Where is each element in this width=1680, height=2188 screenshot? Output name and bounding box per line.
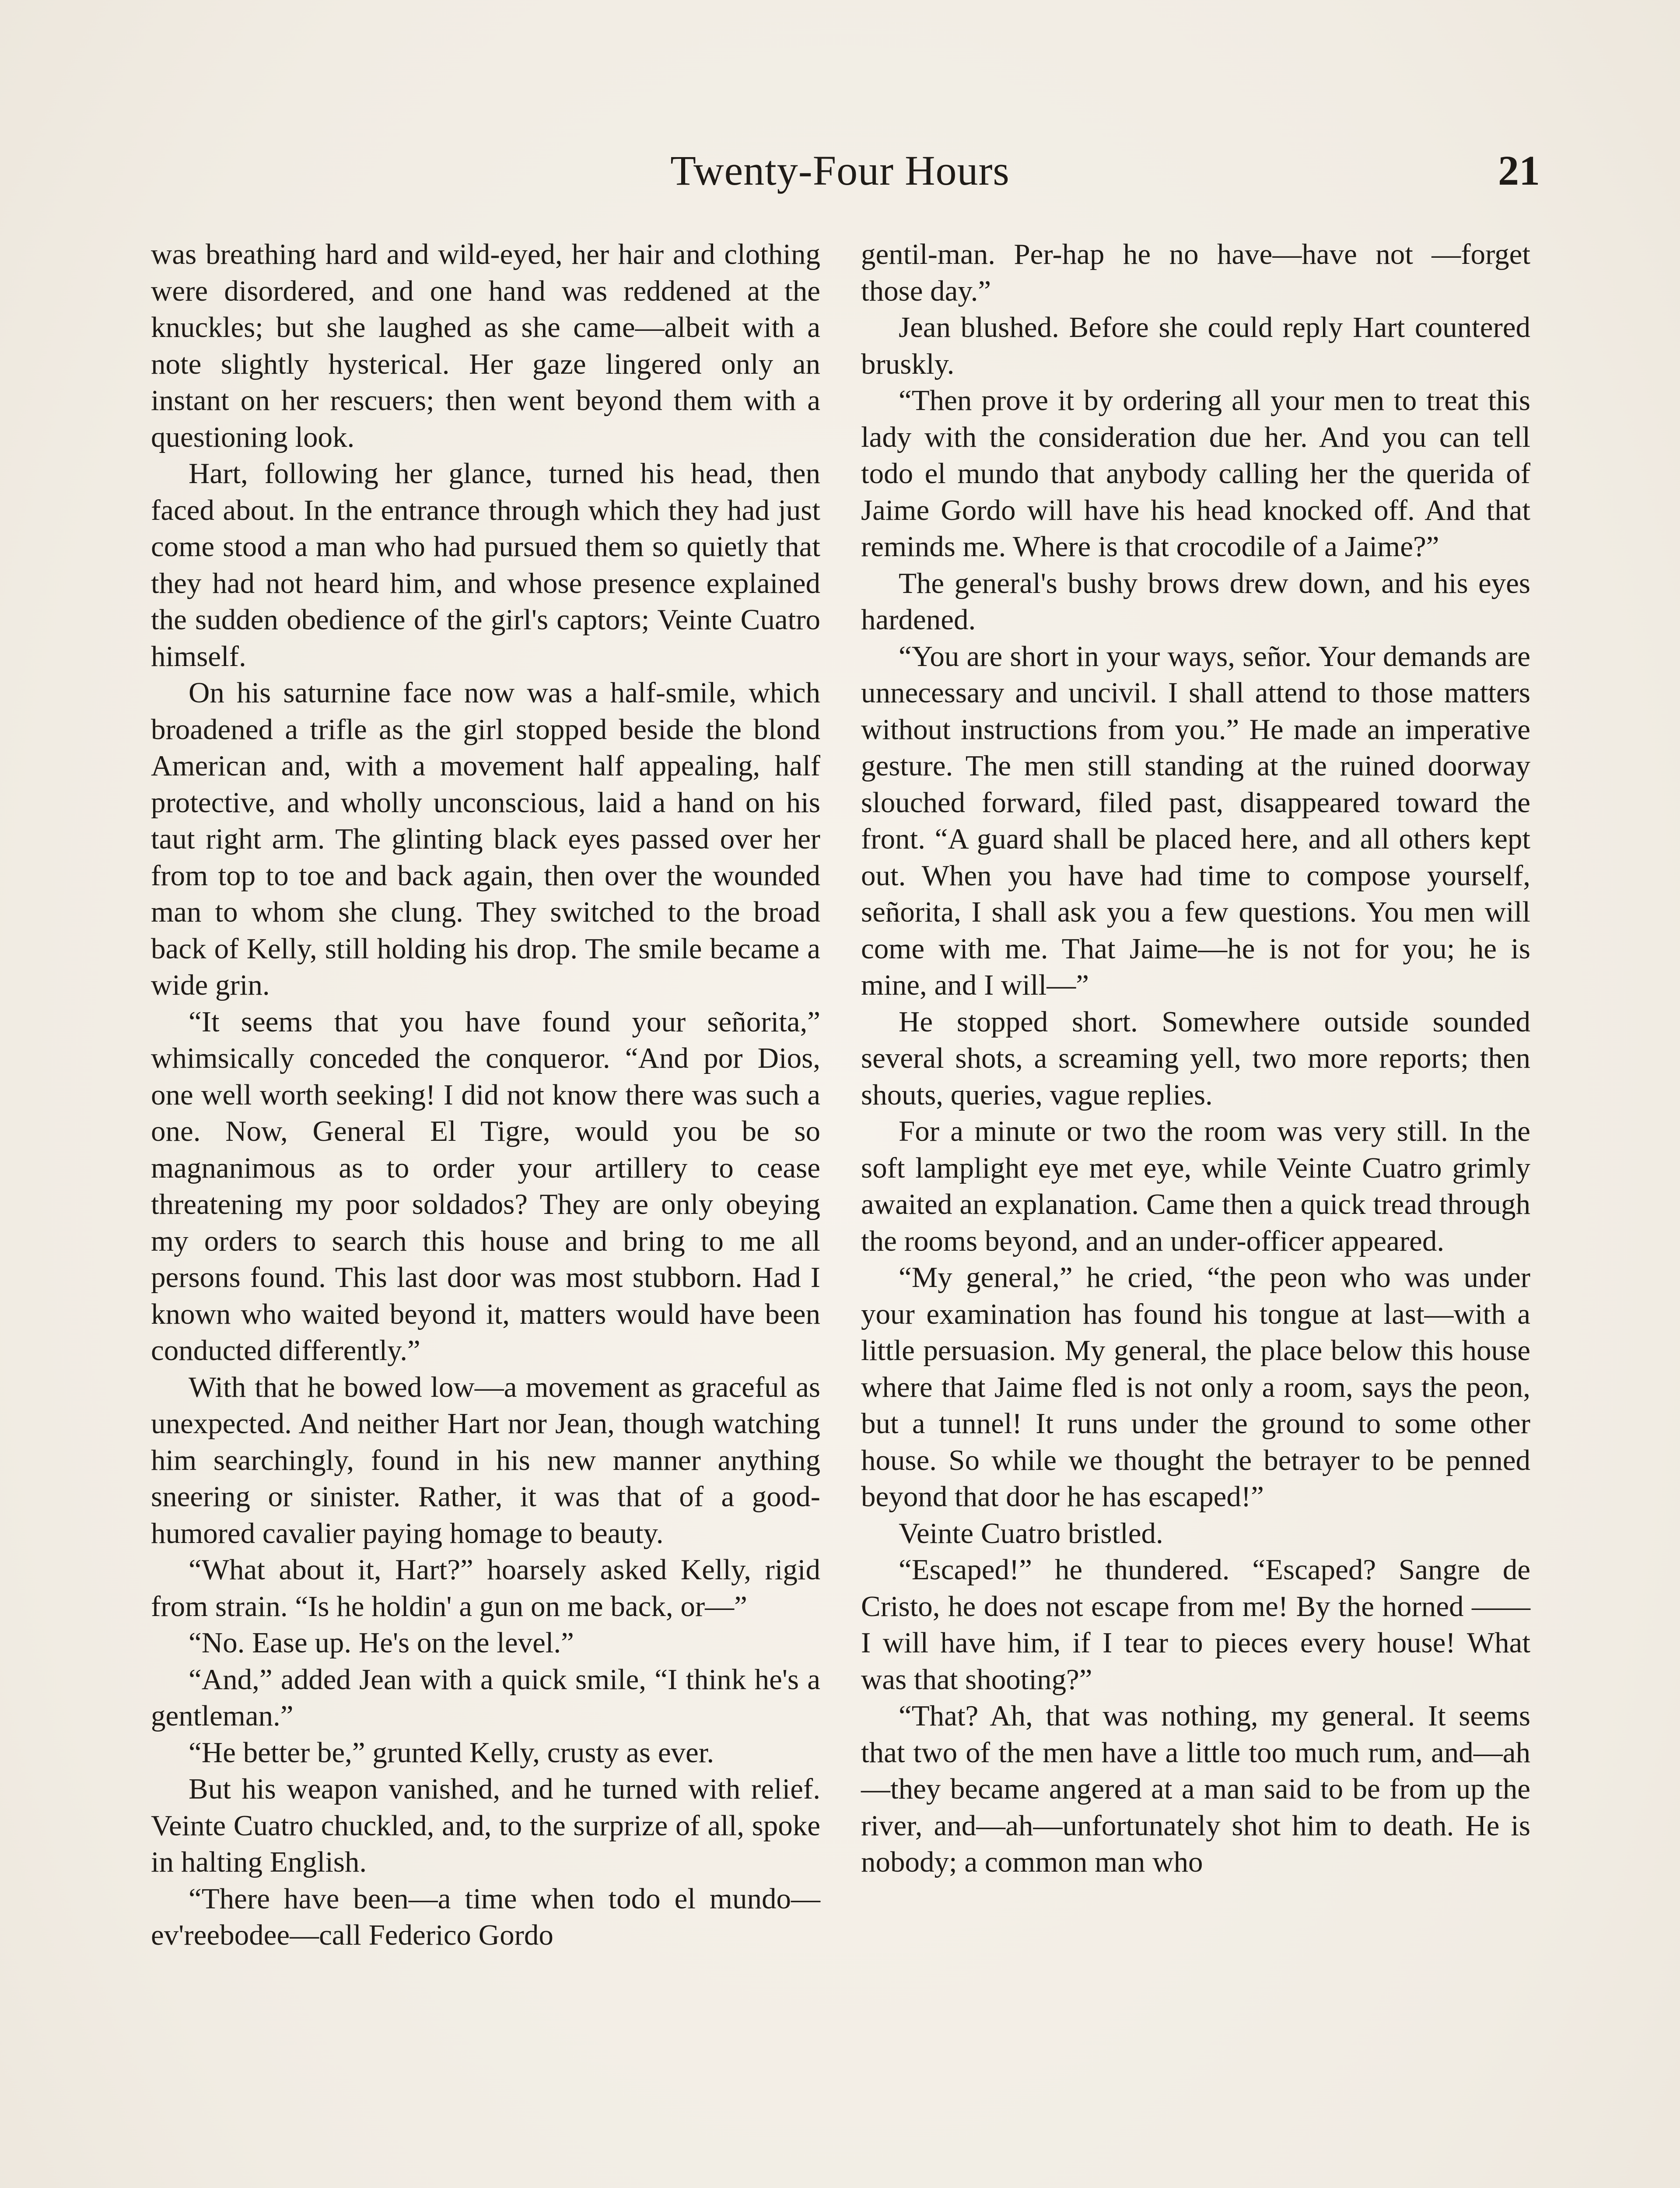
paragraph: But his weapon vanished, and he turned with relief. Veinte Cuatro chuckled, and, to the surprize of all, spoke in halting English. xyxy=(151,1773,820,1878)
paragraph: “He better be,” grunted Kelly, crusty as ever. xyxy=(189,1736,714,1769)
paragraph: Veinte Cuatro bristled. xyxy=(899,1517,1163,1550)
left-text-column xyxy=(151,236,820,1954)
paragraph: For a minute or two the room was very still. In the soft lamplight eye met eye, while Veinte Cuatro grimly awaited an explanation. Came then a quick tread through the rooms beyond, and an under-officer appeared. xyxy=(861,1115,1530,1257)
paragraph: “My general,” he cried, “the peon who was under your examination has found his tongue at last—with a little persuasion. My general, the place below this house where that Jaime fled is not only a room, says the peon, but a tunnel! It runs under the ground to some other house. So while we thought the betrayer to be penned beyond that door he has escaped!” xyxy=(861,1261,1530,1513)
paragraph: gentil-man. Per-hap he no have—have not —forget those day.” xyxy=(861,238,1530,307)
paragraph: “Escaped!” he thundered. “Escaped? Sangre de Cristo, he does not escape from me! By the horned —— I will have him, if I tear to pieces every house! What was that shooting?” xyxy=(861,1553,1530,1696)
paragraph: “What about it, Hart?” hoarsely asked Kelly, rigid from strain. “Is he holdin' a gun on me back, or—” xyxy=(151,1553,820,1623)
paragraph: With that he bowed low—a movement as graceful as unexpected. And neither Hart nor Jean, though watching him searchingly, found in his new manner anything sneering or sinister. Rather, it was that of a good-humored cavalier paying homage to beauty. xyxy=(151,1371,820,1550)
paragraph: Hart, following her glance, turned his head, then faced about. In the entrance through which they had just come stood a man who had pursued them so quietly that they had not heard him, and whose presence explained the sudden obedience of the girl's captors; Veinte Cuatro himself. xyxy=(151,457,820,673)
paragraph: “You are short in your ways, señor. Your demands are unnecessary and uncivil. I shall attend to those matters without instructions from you.” He made an imperative gesture. The men still standing at the ruined doorway slouched forward, filed past, disappeared toward the front. “A guard shall be placed here, and all others kept out. When you have had time to compose yourself, señorita, I shall ask you a few questions. You men will come with me. That Jaime—he is not for you; he is mine, and I will—” xyxy=(861,640,1530,1001)
page-number: 21 xyxy=(1498,147,1540,194)
paragraph: was breathing hard and wild-eyed, her hair and clothing were disordered, and one hand was reddened at the knuckles; but she laughed as she came—albeit with a note slightly hysterical. Her gaze lingered only an instant on her rescuers; then went beyond them with a questioning look. xyxy=(151,238,820,453)
paragraph: The general's bushy brows drew down, and his eyes hardened. xyxy=(861,567,1530,636)
paragraph: “There have been—a time when todo el mundo—ev'reebodee—call Federico Gordo xyxy=(151,1882,820,1951)
paragraph: “It seems that you have found your señorita,” whimsically conceded the conqueror. “And por Dios, one well worth seeking! I did not know there was such a one. Now, General El Tigre, would you be so magnanimous as to order your artillery to cease threatening my poor soldados? They are only obeying my orders to search this house and bring to me all persons found. This last door was most stubborn. Had I known who waited beyond it, matters would have been conducted differently.” xyxy=(151,1005,820,1367)
paragraph: “Then prove it by ordering all your men to treat this lady with the consideration due her. And you can tell todo el mundo that anybody calling her the querida of Jaime Gordo will have his head knocked off. And that reminds me. Where is that crocodile of a Jaime?” xyxy=(861,384,1530,563)
paragraph: “And,” added Jean with a quick smile, “I think he's a gentleman.” xyxy=(151,1663,820,1732)
paragraph: “That? Ah, that was nothing, my general. It seems that two of the men have a little too much rum, and—ah—they became angered at a man said to be from up the river, and—ah—unfortunately shot him to death. He is nobody; a common man who xyxy=(861,1700,1530,1878)
paragraph: “No. Ease up. He's on the level.” xyxy=(189,1627,574,1659)
paragraph: On his saturnine face now was a half-smile, which broadened a trifle as the girl stopped beside the blond American and, with a movement half appealing, half protective, and wholly unconscious, laid a hand on his taut right arm. The glinting black eyes passed over her from top to toe and back again, then over the wounded man to whom she clung. They switched to the broad back of Kelly, still holding his drop. The smile became a wide grin. xyxy=(151,677,820,1001)
paragraph: Jean blushed. Before she could reply Hart countered bruskly. xyxy=(861,311,1530,380)
running-header-title: Twenty-Four Hours xyxy=(670,147,1010,194)
right-text-column xyxy=(861,236,1530,1881)
paragraph: He stopped short. Somewhere outside sounded several shots, a screaming yell, two more reports; then shouts, queries, vague replies. xyxy=(861,1005,1530,1111)
